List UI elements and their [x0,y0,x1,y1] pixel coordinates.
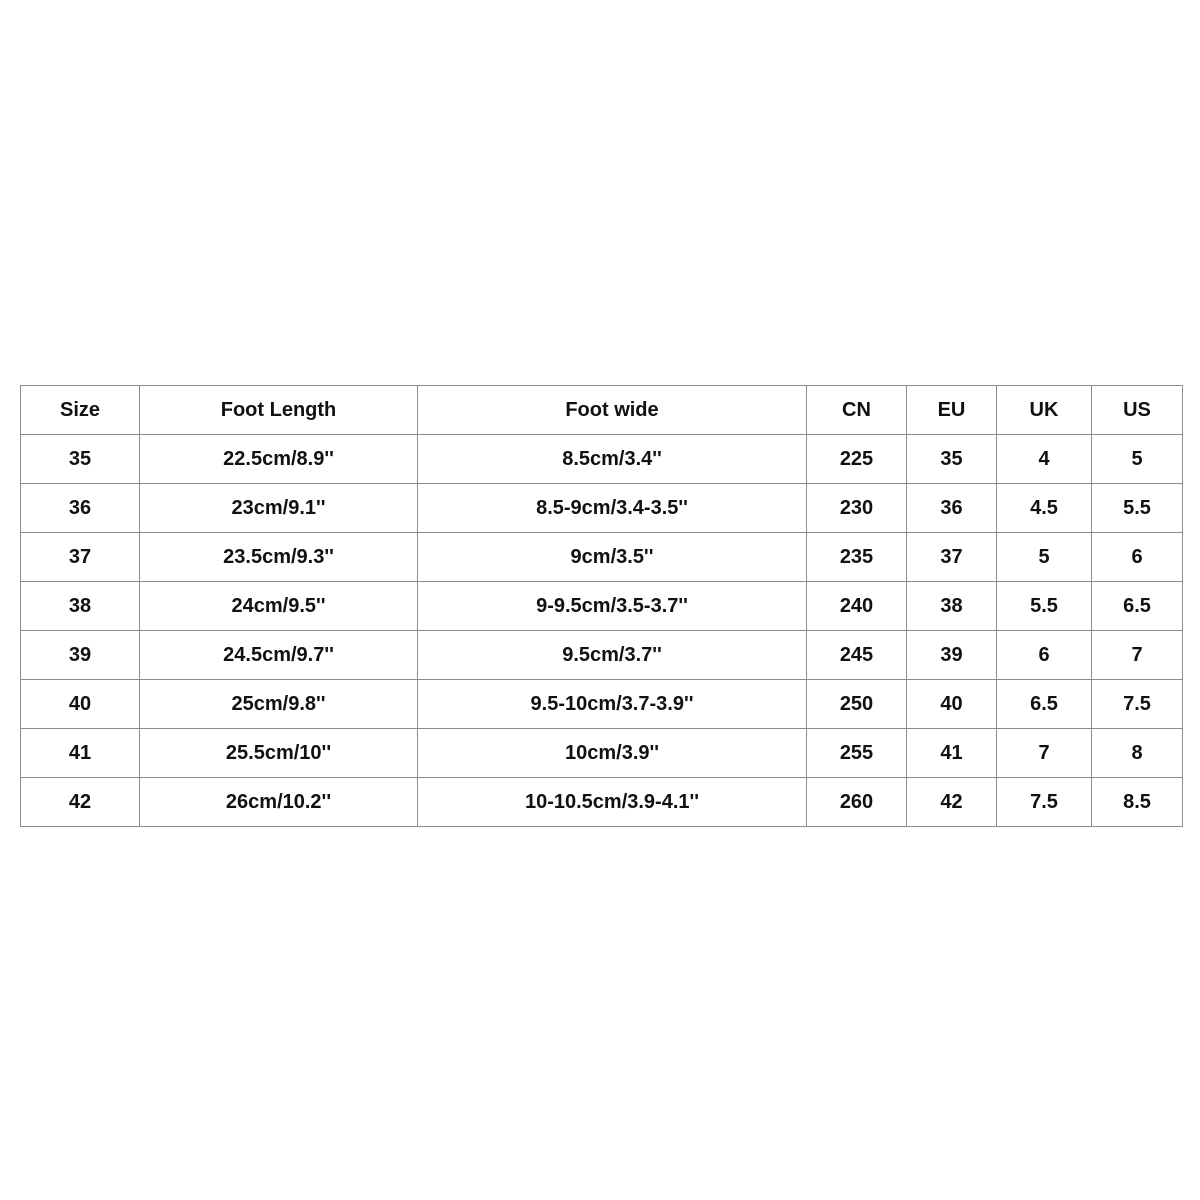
table-row [21,680,1183,729]
table-row [21,729,1183,778]
header-eu: EU [907,386,997,435]
cell-eu: 36 [907,484,997,533]
cell-size: 42 [21,778,140,827]
header-cn: CN [807,386,907,435]
cell-foot-wide: 9-9.5cm/3.5-3.7'' [418,582,807,631]
cell-uk: 6 [997,631,1092,680]
cell-foot-length: 24cm/9.5'' [140,582,418,631]
cell-size: 37 [21,533,140,582]
table-row [21,778,1183,827]
cell-cn: 235 [807,533,907,582]
cell-eu: 40 [907,680,997,729]
cell-size: 36 [21,484,140,533]
cell-size: 39 [21,631,140,680]
cell-us: 6.5 [1092,582,1183,631]
cell-cn: 225 [807,435,907,484]
cell-eu: 42 [907,778,997,827]
cell-us: 7 [1092,631,1183,680]
cell-foot-wide: 10-10.5cm/3.9-4.1'' [418,778,807,827]
header-row [21,386,1183,435]
cell-cn: 260 [807,778,907,827]
header-foot-length: Foot Length [140,386,418,435]
header-us: US [1092,386,1183,435]
cell-foot-wide: 9cm/3.5'' [418,533,807,582]
cell-foot-length: 25cm/9.8'' [140,680,418,729]
cell-size: 40 [21,680,140,729]
cell-size: 38 [21,582,140,631]
table-row [21,631,1183,680]
cell-foot-length: 24.5cm/9.7'' [140,631,418,680]
table-row [21,533,1183,582]
cell-foot-wide: 9.5cm/3.7'' [418,631,807,680]
cell-uk: 6.5 [997,680,1092,729]
cell-eu: 35 [907,435,997,484]
cell-foot-wide: 9.5-10cm/3.7-3.9'' [418,680,807,729]
cell-eu: 41 [907,729,997,778]
cell-uk: 7.5 [997,778,1092,827]
cell-size: 35 [21,435,140,484]
cell-foot-wide: 10cm/3.9'' [418,729,807,778]
header-uk: UK [997,386,1092,435]
size-chart-table [20,385,1183,827]
cell-size: 41 [21,729,140,778]
cell-foot-length: 26cm/10.2'' [140,778,418,827]
cell-us: 8 [1092,729,1183,778]
cell-us: 8.5 [1092,778,1183,827]
cell-foot-length: 25.5cm/10'' [140,729,418,778]
cell-us: 5.5 [1092,484,1183,533]
cell-cn: 230 [807,484,907,533]
cell-cn: 255 [807,729,907,778]
cell-foot-length: 23.5cm/9.3'' [140,533,418,582]
cell-eu: 39 [907,631,997,680]
cell-eu: 38 [907,582,997,631]
cell-foot-wide: 8.5cm/3.4'' [418,435,807,484]
cell-cn: 250 [807,680,907,729]
cell-uk: 4 [997,435,1092,484]
table-row [21,582,1183,631]
header-foot-wide: Foot wide [418,386,807,435]
cell-uk: 7 [997,729,1092,778]
table-row [21,484,1183,533]
header-size: Size [21,386,140,435]
cell-cn: 245 [807,631,907,680]
cell-uk: 4.5 [997,484,1092,533]
cell-foot-length: 22.5cm/8.9'' [140,435,418,484]
cell-us: 5 [1092,435,1183,484]
cell-cn: 240 [807,582,907,631]
cell-foot-wide: 8.5-9cm/3.4-3.5'' [418,484,807,533]
cell-us: 6 [1092,533,1183,582]
table-row [21,435,1183,484]
cell-uk: 5 [997,533,1092,582]
cell-eu: 37 [907,533,997,582]
cell-uk: 5.5 [997,582,1092,631]
cell-foot-length: 23cm/9.1'' [140,484,418,533]
cell-us: 7.5 [1092,680,1183,729]
